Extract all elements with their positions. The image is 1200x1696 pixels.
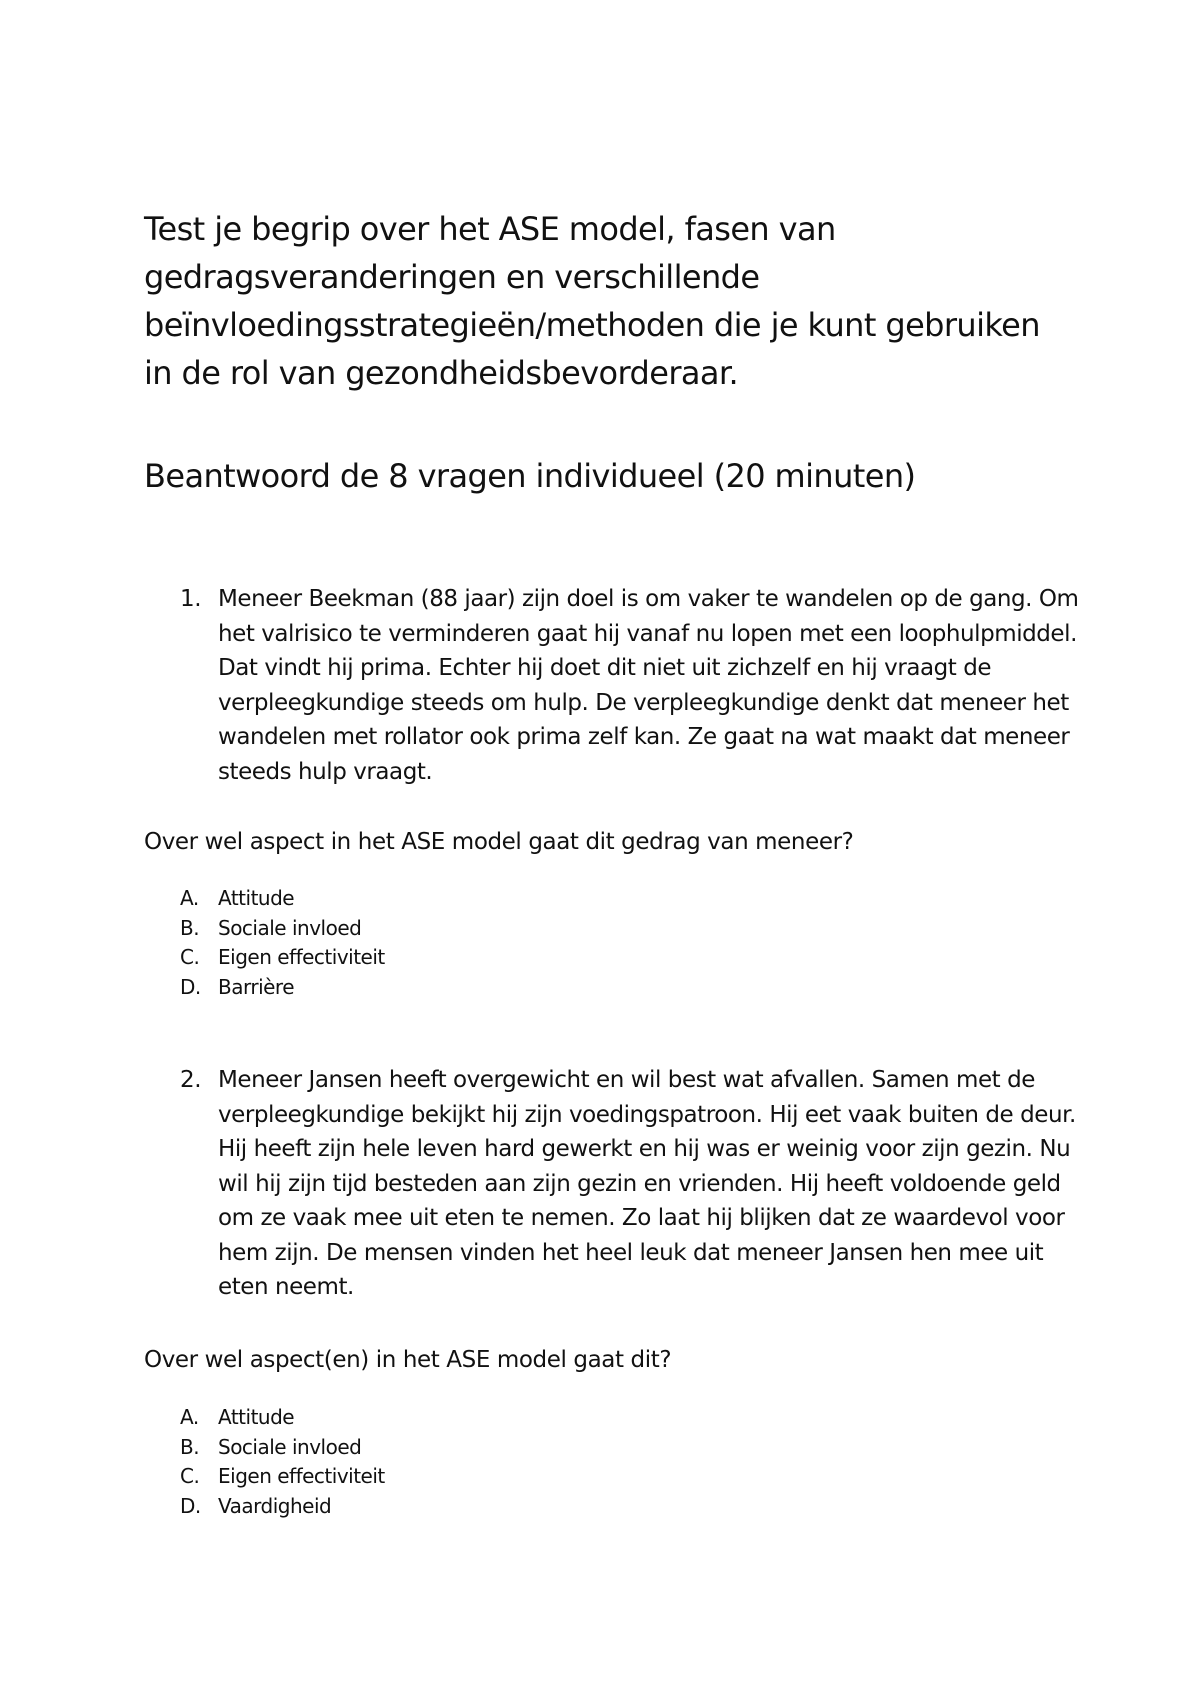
question-2-options bbox=[144, 1403, 744, 1521]
question-2-prompt: Over wel aspect(en) in het ASE model gaat dit? bbox=[144, 1347, 672, 1373]
option-label: Barrière bbox=[218, 974, 295, 999]
option-d bbox=[144, 1492, 744, 1522]
option-label: Vaardigheid bbox=[218, 1493, 332, 1518]
question-1-options bbox=[144, 884, 744, 1002]
option-label: Eigen effectiviteit bbox=[218, 1464, 385, 1488]
option-letter: B. bbox=[180, 915, 200, 940]
question-number: 1. bbox=[180, 586, 202, 612]
option-c bbox=[144, 1462, 744, 1492]
option-a bbox=[144, 1403, 744, 1433]
option-letter: A. bbox=[180, 886, 199, 910]
question-text: Meneer Beekman (88 jaar) zijn doel is om vaker te wandelen op de gang. Om het valrisico te verminderen gaat hij vanaf nu lopen met een loophulpmiddel. Dat vindt hij prima. Echter hij doet dit niet uit zichzelf en hij vraagt de verpleegkundige steeds om hulp. De verpleegkundige denkt dat meneer het wandelen met rollator ook prima zelf kan. Ze gaat na wat maakt dat meneer steeds hulp vraagt. bbox=[218, 586, 1079, 785]
option-letter: D. bbox=[180, 1493, 201, 1518]
option-letter: B. bbox=[180, 1434, 200, 1459]
option-label: Eigen effectiviteit bbox=[218, 945, 385, 969]
option-d bbox=[144, 973, 744, 1003]
option-b bbox=[144, 914, 744, 944]
option-label: Sociale invloed bbox=[218, 1434, 362, 1459]
document-title: Test je begrip over het ASE model, fasen van gedragsveranderingen en verschillende beïnvloedingsstrategieën/methoden die je kunt gebruiken in de rol van gezondheidsbevorderaar. bbox=[144, 210, 1040, 392]
question-1-prompt: Over wel aspect in het ASE model gaat dit gedrag van meneer? bbox=[144, 829, 854, 855]
option-c bbox=[144, 943, 744, 973]
option-letter: C. bbox=[180, 1464, 200, 1488]
option-label: Attitude bbox=[218, 886, 295, 910]
option-a bbox=[144, 884, 744, 914]
question-text: Meneer Jansen heeft overgewicht en wil best wat afvallen. Samen met de verpleegkundige bekijkt hij zijn voedingspatroon. Hij eet vaak buiten de deur. Hij heeft zijn hele leven hard gewerkt en hij was er weinig voor zijn gezin. Nu wil hij zijn tijd besteden aan zijn gezin en vrienden. Hij heeft voldoende geld om ze vaak mee uit eten te nemen. Zo laat hij blijken dat ze waardevol voor hem zijn. De mensen vinden het heel leuk dat meneer Jansen hen mee uit eten neemt. bbox=[218, 1067, 1076, 1300]
option-label: Sociale invloed bbox=[218, 915, 362, 940]
option-letter: C. bbox=[180, 945, 200, 969]
option-label: Attitude bbox=[218, 1405, 295, 1429]
option-letter: D. bbox=[180, 974, 201, 999]
document-subtitle: Beantwoord de 8 vragen individueel (20 minuten) bbox=[144, 457, 916, 495]
option-b bbox=[144, 1433, 744, 1463]
option-letter: A. bbox=[180, 1405, 199, 1429]
question-number: 2. bbox=[180, 1067, 202, 1093]
